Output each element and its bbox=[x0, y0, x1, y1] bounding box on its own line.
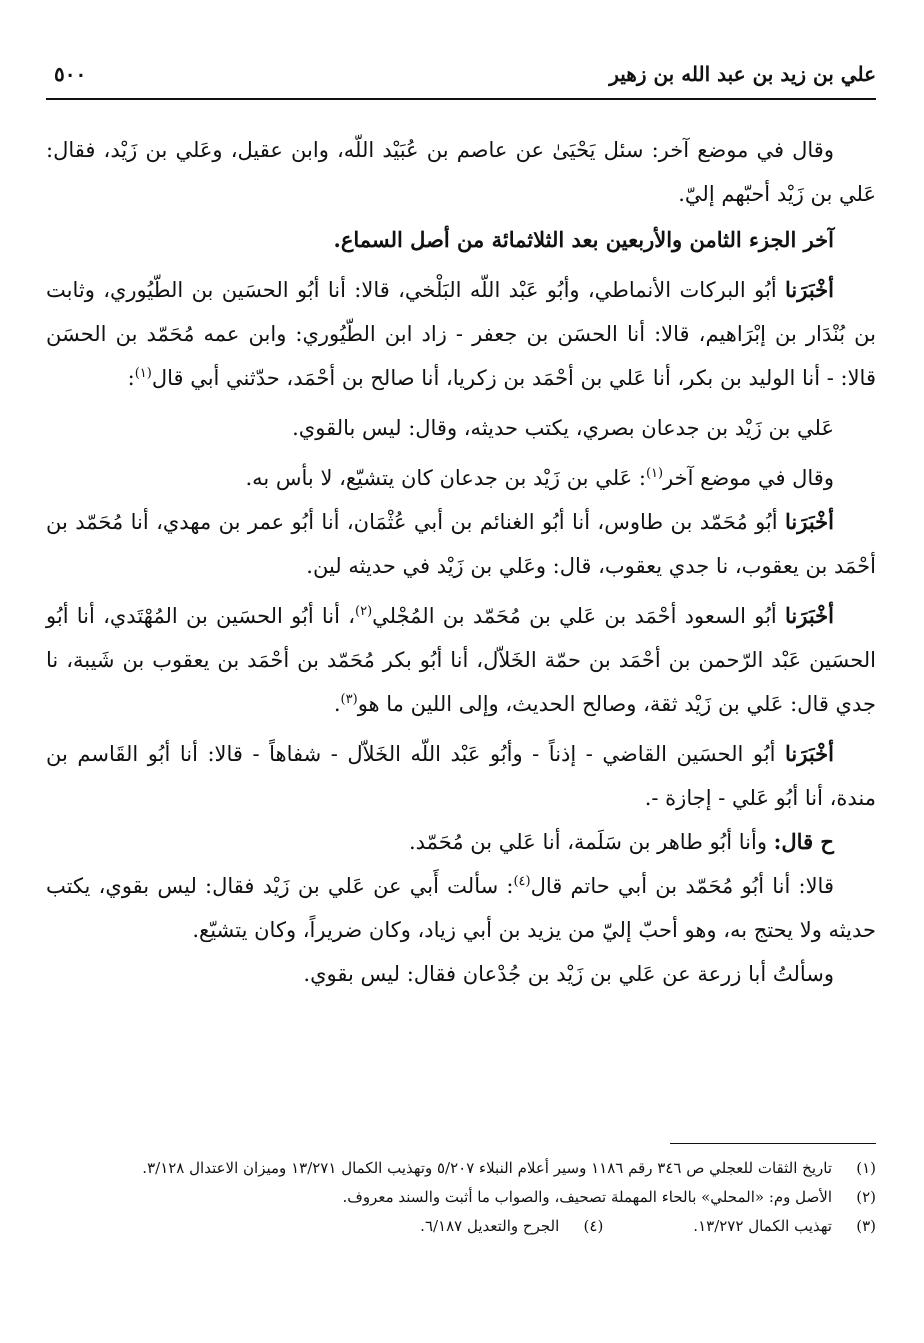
keyword-akhbarana: أخْبَرَنا bbox=[785, 603, 834, 628]
footnote-ref: (٣) bbox=[340, 692, 358, 707]
paragraph bbox=[46, 952, 876, 996]
paragraph-text: عَلي بن زَيْد بن جدعان بصري، يكتب حديثه، وقال: ليس بالقوي. bbox=[292, 416, 834, 440]
paragraph-text: أبُو البركات الأنماطي، وأبُو عَبْد اللّه البَلْخي، قالا: أنا أبُو الحسَين بن الطّيُوري، وثابت بن بُنْدَار بن إبْرَاهيم، قالا: أنا الحسَن بن جعفر - زاد ابن الطّيُوري: وابن عمه مُحَمّد بن الحسَن قالا: - أنا الوليد بن بكر، أنا عَلي بن أحْمَد بن زكريا، أنا صالح بن أحْمَد، حدّثني أبي قال bbox=[46, 278, 876, 390]
footnotes bbox=[46, 1154, 876, 1241]
footnote-number: (١) bbox=[856, 1159, 876, 1177]
keyword-akhbarana: أخْبَرَنا bbox=[785, 277, 834, 302]
footnote-ref: (١) bbox=[134, 366, 152, 381]
running-title: علي بن زيد بن عبد الله بن زهير bbox=[609, 62, 876, 86]
paragraph bbox=[46, 820, 876, 864]
paragraph bbox=[46, 128, 876, 216]
paragraph-text: أبُو السعود أحْمَد بن عَلي بن مُحَمّد بن المُجْلي bbox=[372, 604, 786, 628]
footnote-text: الجرح والتعديل ٦/١٨٧. bbox=[420, 1217, 560, 1235]
footnote-ref: (٢) bbox=[355, 604, 373, 619]
keyword-ha-qal: ح قال: bbox=[773, 829, 834, 854]
footnote bbox=[46, 1183, 876, 1212]
paragraph-text: أبُو الحسَين القاضي - إذناً - وأبُو عَبْد اللّه الخَلاّل - شفاهاً - قالا: أنا أبُو القَاسم بن مندة، أنا أبُو عَلي - إجازة -. bbox=[46, 742, 876, 810]
paragraph-text: : bbox=[127, 366, 135, 390]
footnote-text: تاريخ الثقات للعجلي ص ٣٤٦ رقم ١١٨٦ وسير أعلام النبلاء ٥/٢٠٧ وتهذيب الكمال ١٣/٢٧١ وميزان الاعتدال ٣/١٢٨. bbox=[142, 1159, 832, 1177]
section-note: آخر الجزء الثامن والأربعين بعد الثلاثمائة من أصل السماع. bbox=[333, 227, 834, 252]
footnote bbox=[46, 1154, 876, 1183]
paragraph-text: : سألت أَبي عن عَلي بن زَيْد فقال: ليس بقوي، يكتب حديثه ولا يحتج به، وهو أحبّ إليّ من يزيد بن أبي زياد، وكان ضريراً، وكان يتشيّع. bbox=[46, 874, 876, 942]
footnote bbox=[46, 1212, 876, 1241]
paragraph bbox=[46, 500, 876, 588]
paragraph bbox=[46, 594, 876, 726]
paragraph-text: وأنا أبُو طاهر بن سَلَمة، أنا عَلي بن مُحَمّد. bbox=[408, 830, 774, 854]
main-text bbox=[46, 128, 876, 996]
footnote-number: (٢) bbox=[856, 1188, 876, 1206]
paragraph-text: وسألتُ أبا زرعة عن عَلي بن زَيْد بن جُدْعان فقال: ليس بقوي. bbox=[303, 962, 834, 986]
footnote-text: الأصل وم: «المحلي» بالحاء المهملة تصحيف، والصواب ما أثبت والسند معروف. bbox=[342, 1188, 832, 1206]
footnote-ref: (١) bbox=[645, 466, 664, 481]
paragraph bbox=[46, 456, 876, 500]
page-number: ٥٠٠ bbox=[54, 62, 87, 86]
paragraph-text: : عَلي بن زَيْد بن جدعان كان يتشيّع، لا بأس به. bbox=[245, 466, 646, 490]
footnote-ref: (٤) bbox=[513, 874, 531, 889]
footnote-text: تهذيب الكمال ١٣/٢٧٢. bbox=[693, 1217, 832, 1235]
footnote-number: (٤) bbox=[583, 1217, 604, 1235]
keyword-akhbarana: أخْبَرَنا bbox=[785, 509, 834, 534]
running-header bbox=[46, 58, 876, 100]
paragraph bbox=[46, 268, 876, 400]
paragraph-text: وقال في موضع آخر bbox=[663, 466, 834, 490]
paragraph bbox=[46, 864, 876, 952]
paragraph bbox=[46, 732, 876, 820]
paragraph-text: ، أنا أبُو الحسَين بن المُهْتَدي، أنا أبُو الحسَين عَبْد الرّحمن بن أحْمَد بن حمّة الخَلاّل، أنا أبُو بكر مُحَمّد بن أحْمَد بن يعقوب بن شَيبة، نا جدي قال: عَلي بن زَيْد ثقة، وصالح الحديث، وإلى اللين ما هو bbox=[46, 604, 876, 716]
paragraph-text: وقال في موضع آخر: سئل يَحْيَىٰ عن عاصم بن عُبَيْد اللّه، وابن عقيل، وعَلي بن زَيْد، فقال: عَلي بن زَيْد أحبّهم إليّ. bbox=[46, 138, 876, 206]
paragraph bbox=[46, 406, 876, 450]
paragraph-text: قالا: أنا أبُو مُحَمّد بن أبي حاتم قال bbox=[530, 874, 834, 898]
keyword-akhbarana: أخْبَرَنا bbox=[785, 741, 834, 766]
paragraph-text: أبُو مُحَمّد بن طاوس، أنا أبُو الغنائم بن أبي عُثْمَان، أنا أبُو عمر بن مهدي، أنا مُحَمّد بن أحْمَد بن يعقوب، نا جدي يعقوب، قال: وعَلي بن زَيْد في حديثه لين. bbox=[46, 510, 876, 578]
paragraph-text: . bbox=[333, 692, 341, 716]
footnote-divider bbox=[670, 1143, 876, 1144]
footnote-number: (٣) bbox=[856, 1217, 876, 1235]
